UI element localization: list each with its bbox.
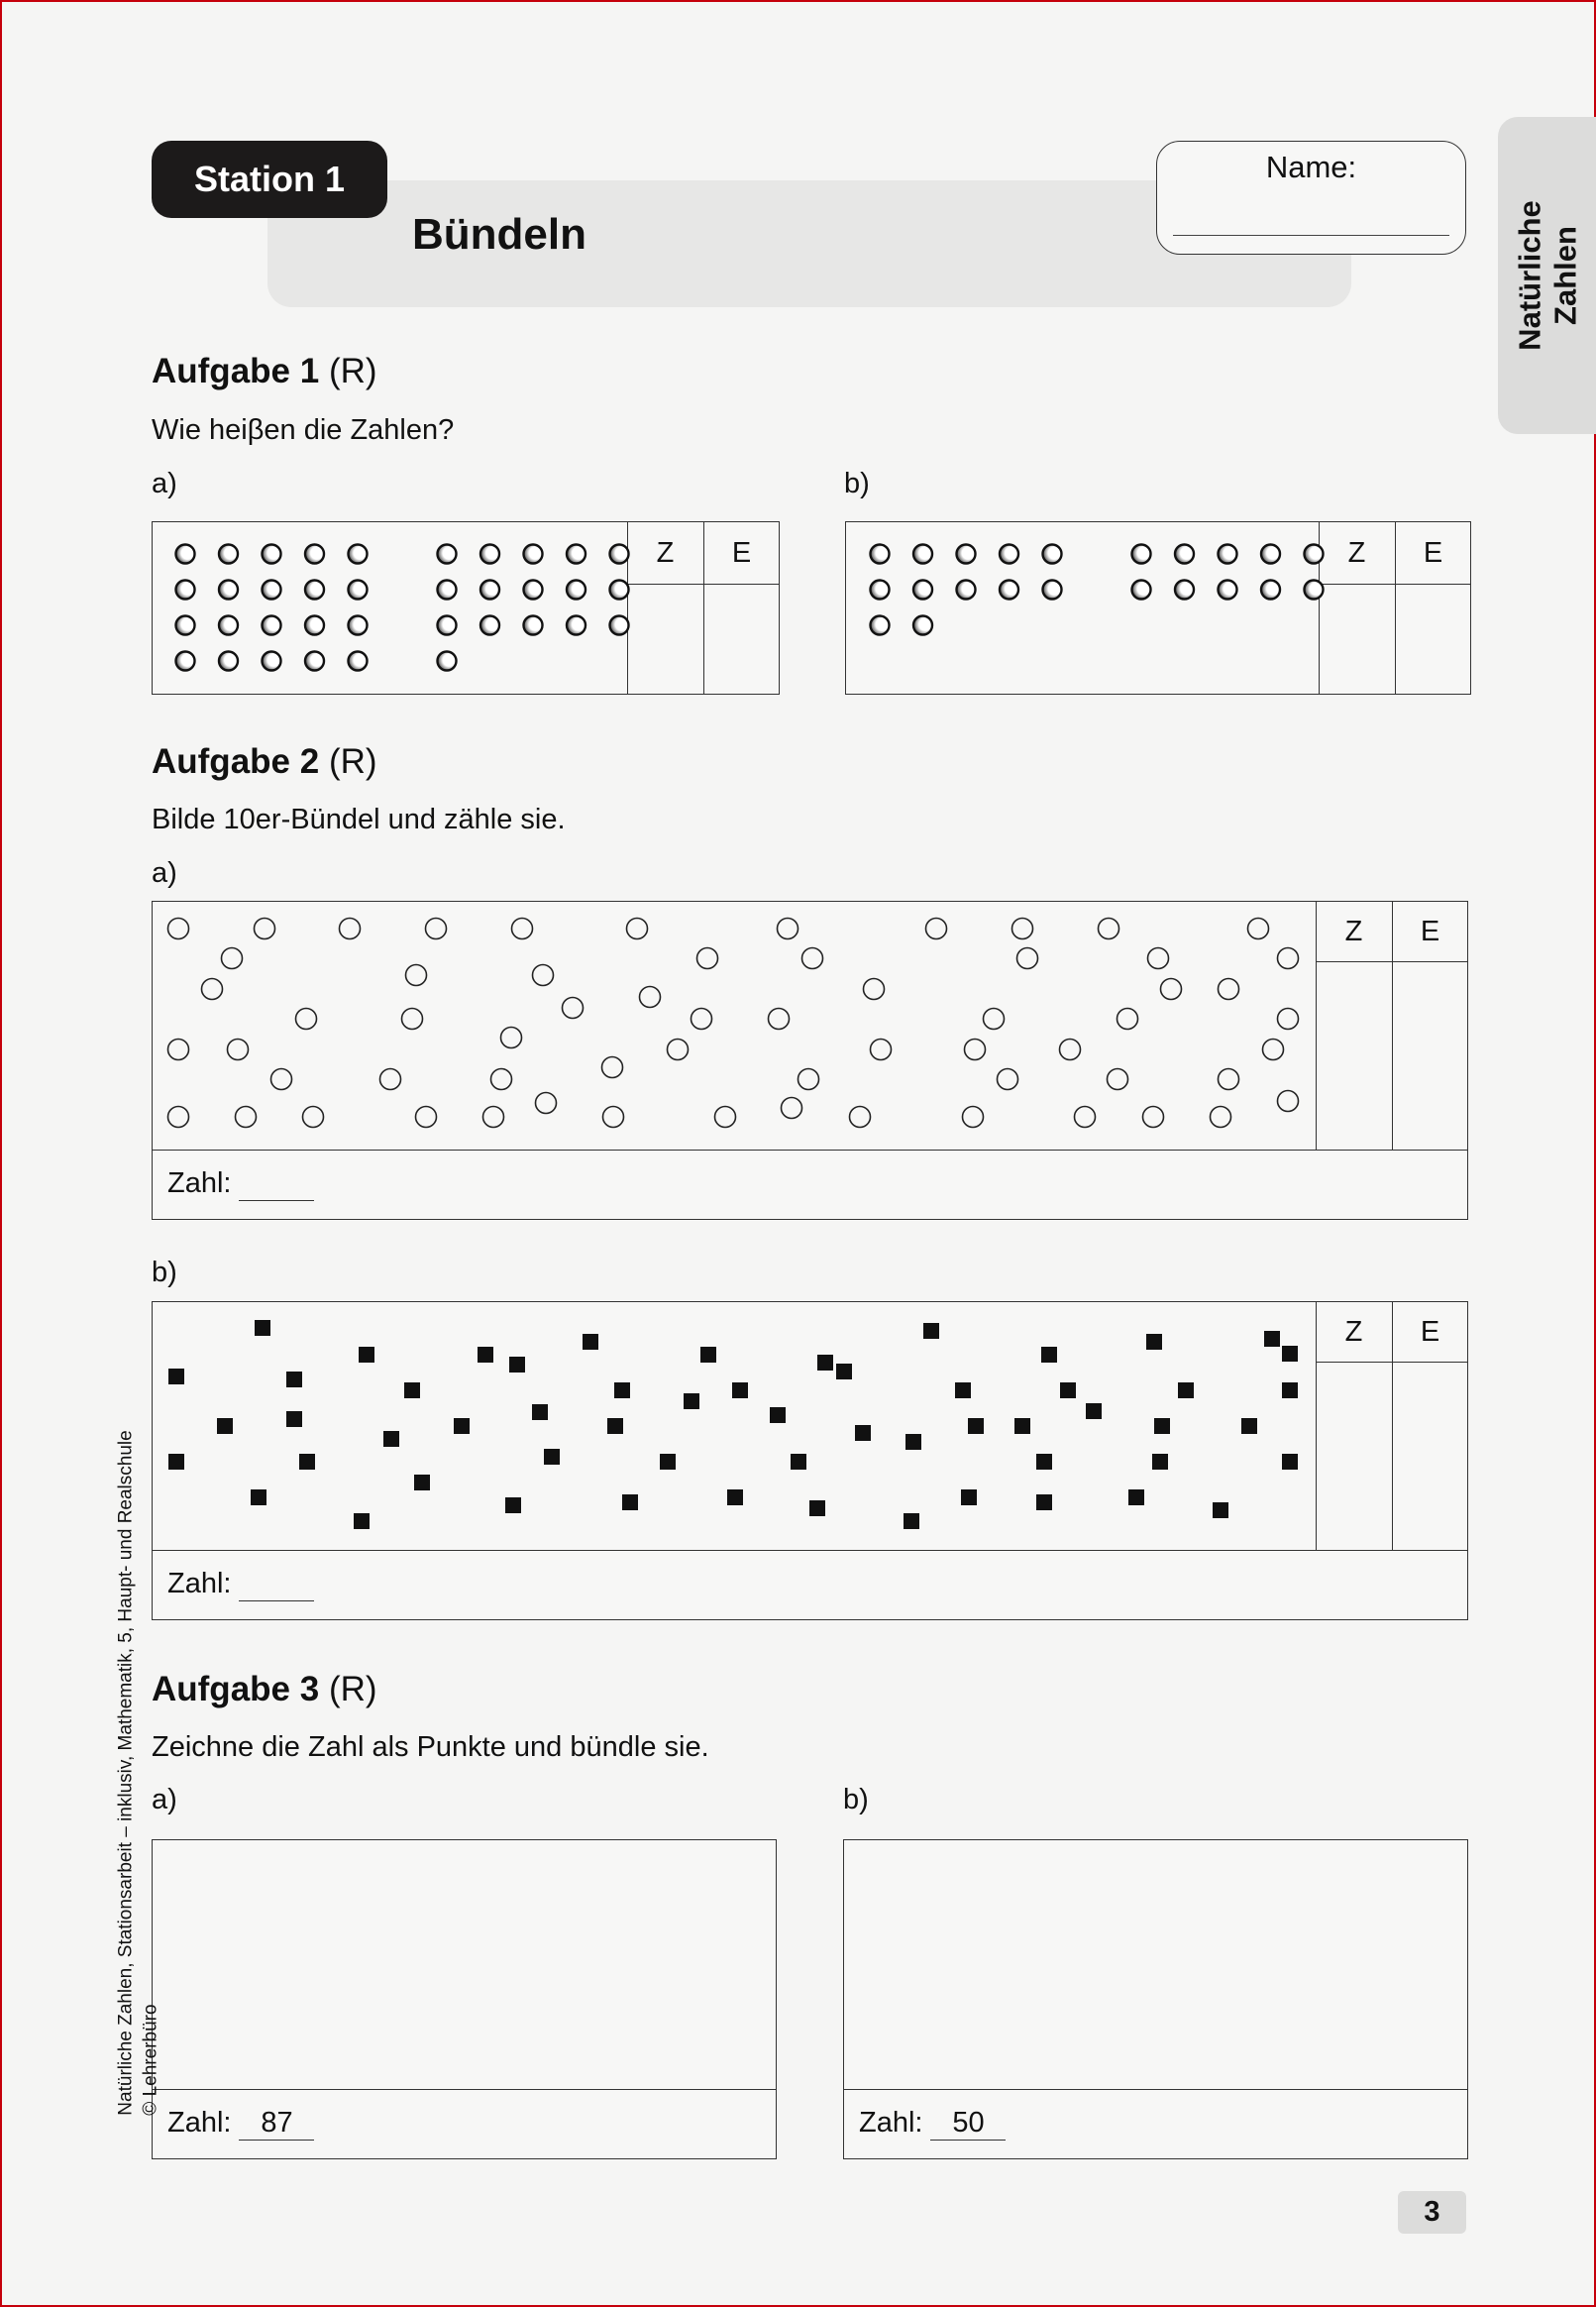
bead-a xyxy=(349,545,368,564)
aufgabe1-level: (R) xyxy=(328,352,377,390)
counter-circle xyxy=(168,919,189,939)
z-header: Z xyxy=(656,536,675,569)
counter-square xyxy=(505,1497,521,1513)
counter-circle xyxy=(168,1107,189,1128)
e-header: E xyxy=(1423,536,1443,569)
counter-square xyxy=(770,1407,786,1423)
counter-circle xyxy=(1211,1107,1231,1128)
counter-square xyxy=(1041,1347,1057,1363)
counter-square xyxy=(404,1382,420,1398)
counter-circle xyxy=(1117,1009,1138,1030)
counter-square xyxy=(255,1320,270,1336)
bead-b xyxy=(871,616,890,635)
bead-b xyxy=(1175,545,1194,564)
bead-a xyxy=(349,616,368,635)
aufgabe3-title: Aufgabe 3 xyxy=(152,1670,320,1708)
counter-circle xyxy=(871,1040,892,1060)
zahl-label: Zahl: xyxy=(167,2107,232,2139)
bead-a xyxy=(567,581,585,600)
counter-square xyxy=(1086,1403,1102,1419)
bead-a xyxy=(524,545,543,564)
counter-circle xyxy=(533,965,554,986)
name-label: Name: xyxy=(1265,150,1357,184)
e-header: E xyxy=(1420,1315,1440,1348)
counter-square xyxy=(251,1489,266,1505)
counter-square xyxy=(1014,1418,1030,1434)
bead-a xyxy=(263,616,281,635)
counter-square xyxy=(509,1357,525,1373)
counter-circle xyxy=(255,919,275,939)
counter-square xyxy=(414,1475,430,1490)
bead-a xyxy=(438,616,457,635)
bead-a xyxy=(176,616,195,635)
counter-circle xyxy=(603,1107,624,1128)
aufgabe1-a-label: a) xyxy=(152,468,177,499)
counter-circle xyxy=(512,919,533,939)
counter-square xyxy=(454,1418,470,1434)
bead-a xyxy=(305,545,324,564)
bead-a xyxy=(610,616,629,635)
z-header: Z xyxy=(1344,915,1363,947)
counter-circle xyxy=(1278,1091,1299,1112)
counter-square xyxy=(359,1347,374,1363)
counter-square xyxy=(904,1513,919,1529)
bead-a xyxy=(438,581,457,600)
bead-a xyxy=(567,545,585,564)
bead-b xyxy=(1043,545,1062,564)
bead-a xyxy=(567,616,585,635)
bead-b xyxy=(1000,581,1018,600)
counter-square xyxy=(1152,1454,1168,1470)
zahl-label: Zahl: xyxy=(167,1167,232,1199)
bead-a xyxy=(305,581,324,600)
bead-a xyxy=(219,652,238,671)
bead-a xyxy=(480,581,499,600)
credit-line1: Natürliche Zahlen, Stationsarbeit – inklusiv, Mathematik, 5, Haupt- und Realschule xyxy=(115,1430,137,2116)
bead-a xyxy=(305,652,324,671)
counter-square xyxy=(1146,1334,1162,1350)
bead-a xyxy=(480,545,499,564)
bead-b xyxy=(1043,581,1062,600)
counter-square xyxy=(286,1411,302,1427)
z-header: Z xyxy=(1344,1315,1363,1348)
counter-circle xyxy=(1143,1107,1164,1128)
counter-circle xyxy=(380,1069,401,1090)
counter-circle xyxy=(416,1107,437,1128)
counter-circle xyxy=(1099,919,1119,939)
counter-circle xyxy=(963,1107,984,1128)
counter-square xyxy=(532,1404,548,1420)
bead-a xyxy=(219,616,238,635)
bead-a xyxy=(524,581,543,600)
zahl-label: Zahl: xyxy=(167,1568,232,1599)
bead-a xyxy=(480,616,499,635)
counter-circle xyxy=(782,1098,802,1119)
counter-square xyxy=(1241,1418,1257,1434)
aufgabe2-instruction: Bilde 10er-Bündel und zähle sie. xyxy=(152,804,566,835)
counter-square xyxy=(809,1500,825,1516)
counter-circle xyxy=(692,1009,712,1030)
counter-circle xyxy=(563,998,584,1019)
counter-circle xyxy=(303,1107,324,1128)
bead-a xyxy=(524,616,543,635)
counter-circle xyxy=(1017,948,1038,969)
bead-b xyxy=(913,545,932,564)
counter-circle xyxy=(406,965,427,986)
counter-square xyxy=(544,1449,560,1465)
counter-circle xyxy=(1012,919,1033,939)
bead-b xyxy=(1305,545,1324,564)
counter-square xyxy=(955,1382,971,1398)
bead-a xyxy=(219,581,238,600)
bead-b xyxy=(1132,545,1151,564)
bead-b xyxy=(957,545,976,564)
aufgabe2-a-label: a) xyxy=(152,857,177,889)
e-header: E xyxy=(731,536,752,569)
counter-circle xyxy=(501,1028,522,1048)
aufgabe2-b-label: b) xyxy=(152,1257,177,1288)
aufgabe3-instruction: Zeichne die Zahl als Punkte und bündle sie. xyxy=(152,1731,709,1763)
counter-square xyxy=(1282,1382,1298,1398)
side-tab-line1: Natürliche xyxy=(1511,200,1546,351)
bead-a xyxy=(176,652,195,671)
counter-square xyxy=(583,1334,598,1350)
aufgabe2-level: (R) xyxy=(328,742,377,781)
counter-circle xyxy=(640,987,661,1008)
bead-b xyxy=(1261,581,1280,600)
counter-square xyxy=(855,1425,871,1441)
bead-b xyxy=(957,581,976,600)
counter-circle xyxy=(1248,919,1269,939)
counter-circle xyxy=(271,1069,292,1090)
bead-b xyxy=(871,581,890,600)
counter-square xyxy=(905,1434,921,1450)
counter-circle xyxy=(236,1107,257,1128)
z-header: Z xyxy=(1347,536,1366,569)
bead-b xyxy=(1000,545,1018,564)
counter-circle xyxy=(998,1069,1018,1090)
counter-circle xyxy=(602,1057,623,1078)
counter-circle xyxy=(483,1107,504,1128)
counter-square xyxy=(614,1382,630,1398)
counter-square xyxy=(1128,1489,1144,1505)
counter-square xyxy=(168,1369,184,1384)
side-tab-line2: Zahlen xyxy=(1546,226,1582,325)
counter-circle xyxy=(168,1040,189,1060)
counter-circle xyxy=(627,919,648,939)
bead-b xyxy=(913,616,932,635)
bead-b xyxy=(871,545,890,564)
counter-square xyxy=(1213,1502,1228,1518)
counter-circle xyxy=(697,948,718,969)
counter-circle xyxy=(1278,948,1299,969)
counter-square xyxy=(1036,1454,1052,1470)
counter-square xyxy=(622,1494,638,1510)
counter-circle xyxy=(202,979,223,1000)
zahl-label: Zahl: xyxy=(859,2107,923,2139)
bead-a xyxy=(305,616,324,635)
e-header: E xyxy=(1420,915,1440,947)
aufgabe3-a-label: a) xyxy=(152,1784,177,1815)
counter-circle xyxy=(222,948,243,969)
aufgabe3-level: (R) xyxy=(328,1670,377,1708)
counter-circle xyxy=(926,919,947,939)
counter-circle xyxy=(850,1107,871,1128)
counter-square xyxy=(383,1431,399,1447)
bead-b xyxy=(1175,581,1194,600)
counter-circle xyxy=(802,948,823,969)
bead-a xyxy=(263,652,281,671)
aufgabe1-title: Aufgabe 1 xyxy=(152,352,320,390)
counter-circle xyxy=(715,1107,736,1128)
counter-circle xyxy=(668,1040,689,1060)
aufgabe1-b-label: b) xyxy=(844,468,870,499)
counter-square xyxy=(700,1347,716,1363)
counter-square xyxy=(817,1355,833,1371)
bead-b xyxy=(913,581,932,600)
bead-a xyxy=(263,545,281,564)
counter-square xyxy=(968,1418,984,1434)
counter-circle xyxy=(1108,1069,1128,1090)
zahl-value: 50 xyxy=(930,2107,1006,2141)
counter-circle xyxy=(984,1009,1005,1030)
counter-square xyxy=(1036,1494,1052,1510)
counter-circle xyxy=(1075,1107,1096,1128)
bead-b xyxy=(1132,581,1151,600)
aufgabe3-b-label: b) xyxy=(843,1784,869,1815)
counter-square xyxy=(836,1364,852,1379)
page-title: Bündeln xyxy=(412,210,586,259)
counter-square xyxy=(732,1382,748,1398)
counter-square xyxy=(286,1372,302,1387)
counter-circle xyxy=(536,1093,557,1114)
counter-circle xyxy=(1060,1040,1081,1060)
counter-square xyxy=(727,1489,743,1505)
counter-circle xyxy=(1148,948,1169,969)
counter-square xyxy=(791,1454,806,1470)
counter-square xyxy=(1282,1454,1298,1470)
counter-circle xyxy=(1219,1069,1239,1090)
counter-circle xyxy=(228,1040,249,1060)
counter-square xyxy=(354,1513,370,1529)
counter-circle xyxy=(296,1009,317,1030)
counter-square xyxy=(1178,1382,1194,1398)
counter-circle xyxy=(1263,1040,1284,1060)
station-badge: Station 1 xyxy=(152,141,387,218)
counter-square xyxy=(1154,1418,1170,1434)
counter-circle xyxy=(1278,1009,1299,1030)
counter-circle xyxy=(798,1069,819,1090)
bead-a xyxy=(438,545,457,564)
bead-a xyxy=(438,652,457,671)
counter-circle xyxy=(1219,979,1239,1000)
counter-circle xyxy=(1161,979,1182,1000)
counter-square xyxy=(961,1489,977,1505)
zahl-value: 87 xyxy=(239,2107,314,2141)
bead-a xyxy=(176,581,195,600)
counter-square xyxy=(1060,1382,1076,1398)
counter-circle xyxy=(340,919,361,939)
bead-b xyxy=(1261,545,1280,564)
counter-square xyxy=(168,1454,184,1470)
bead-a xyxy=(610,545,629,564)
bead-b xyxy=(1305,581,1324,600)
bead-a xyxy=(263,581,281,600)
bead-a xyxy=(349,652,368,671)
counter-square xyxy=(684,1393,699,1409)
bead-a xyxy=(349,581,368,600)
counter-circle xyxy=(426,919,447,939)
counter-square xyxy=(299,1454,315,1470)
bead-b xyxy=(1219,545,1237,564)
counter-circle xyxy=(965,1040,986,1060)
counter-square xyxy=(923,1323,939,1339)
counter-square xyxy=(217,1418,233,1434)
bead-a xyxy=(219,545,238,564)
counter-square xyxy=(660,1454,676,1470)
counter-circle xyxy=(864,979,885,1000)
counter-circle xyxy=(769,1009,790,1030)
counter-circle xyxy=(402,1009,423,1030)
counter-square xyxy=(1282,1346,1298,1362)
counter-square xyxy=(478,1347,493,1363)
counter-square xyxy=(1264,1331,1280,1347)
bead-a xyxy=(610,581,629,600)
aufgabe2-title: Aufgabe 2 xyxy=(152,742,320,781)
page-number: 3 xyxy=(1398,2191,1466,2234)
bead-b xyxy=(1219,581,1237,600)
counter-square xyxy=(607,1418,623,1434)
credit-line2: © Lehrerbüro xyxy=(140,2004,160,2116)
counter-circle xyxy=(491,1069,512,1090)
counter-circle xyxy=(778,919,798,939)
aufgabe1-instruction: Wie heiβen die Zahlen? xyxy=(152,414,455,446)
bead-a xyxy=(176,545,195,564)
